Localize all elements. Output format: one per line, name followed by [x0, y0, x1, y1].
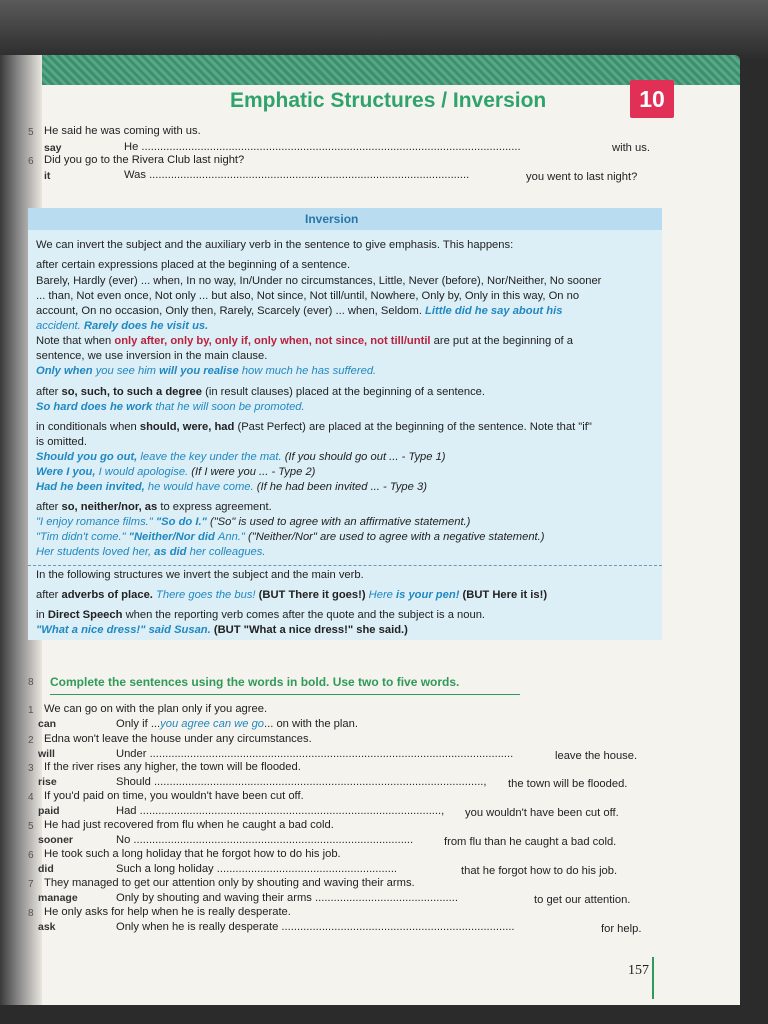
- keyword: manage: [38, 892, 78, 904]
- rule-line: is omitted.: [36, 436, 87, 448]
- keyword: ask: [38, 921, 56, 933]
- rule-line: after so, such, to such a degree (in result clauses) placed at the beginning of a sentence.: [36, 386, 485, 398]
- inversion-intro: We can invert the subject and the auxiliary verb in the sentence to give emphasis. This happens:: [36, 239, 514, 251]
- prompt-end: with us.: [612, 142, 650, 154]
- prompt-end: that he forgot how to do his job.: [461, 865, 618, 877]
- item-number: 2: [28, 735, 34, 746]
- page-title: Emphatic Structures / Inversion: [230, 89, 547, 112]
- item-number: 6: [28, 850, 34, 861]
- answer-line[interactable]: Only when he is really desperate ...........................................................................: [116, 921, 515, 933]
- sentence-text: He said he was coming with us.: [44, 125, 201, 137]
- sentence-text: Edna won't leave the house under any circumstances.: [44, 733, 312, 745]
- rule-line: account, On no occasion, Only then, Rarely, Scarcely (ever) ... when, Seldom. Little did he say about his: [36, 305, 563, 317]
- answer-line[interactable]: Should ..........................................................................................................,: [116, 776, 487, 788]
- page-number-bar: [652, 957, 654, 999]
- page-number: 157: [628, 963, 649, 978]
- item-number: 5: [28, 127, 34, 138]
- prompt-end: you wouldn't have been cut off.: [465, 807, 619, 819]
- example-line: Her students loved her, as did her colleagues.: [36, 546, 266, 558]
- item-number: 8: [28, 908, 34, 919]
- keyword: paid: [38, 805, 60, 817]
- example-line: Had he been invited, he would have come. (If he had been invited ... - Type 3): [36, 481, 427, 493]
- rule-line: accident. Rarely does he visit us.: [36, 320, 209, 332]
- prompt-text: Was .......................................................................................................: [124, 169, 470, 181]
- item-number: 6: [28, 156, 34, 167]
- example-line: "Tim didn't come." "Neither/Nor did Ann." ("Neither/Nor" are used to agree with a negative statement.): [36, 531, 545, 543]
- sentence-text: He only asks for help when he is really desperate.: [44, 906, 291, 918]
- item-number: 3: [28, 763, 34, 774]
- decorative-banner: [0, 55, 740, 85]
- prompt-text: He ..........................................................................................................................: [124, 141, 521, 153]
- exercise-instructions: Complete the sentences using the words in bold. Use two to five words.: [50, 675, 460, 689]
- exercise-underline: [50, 694, 520, 695]
- keyword: it: [44, 170, 51, 182]
- answer-line[interactable]: No ..........................................................................................: [116, 834, 414, 846]
- answer-line[interactable]: Such a long holiday ..........................................................: [116, 863, 398, 875]
- textbook-page: [0, 55, 740, 1005]
- rule-line: after so, neither/nor, as to express agreement.: [36, 501, 272, 513]
- item-number: 5: [28, 821, 34, 832]
- keyword: will: [38, 748, 55, 760]
- item-number: 7: [28, 879, 34, 890]
- sentence-text: They managed to get our attention only by shouting and waving their arms.: [44, 877, 415, 889]
- sentence-text: If the river rises any higher, the town will be flooded.: [44, 761, 301, 773]
- sentence-text: Did you go to the Rivera Club last night?: [44, 154, 245, 166]
- dashed-divider: [28, 565, 662, 566]
- example-line: "What a nice dress!" said Susan. (BUT "What a nice dress!" she said.): [36, 624, 408, 636]
- rule-line: Note that when only after, only by, only if, only when, not since, not till/until are put at the beginning of a: [36, 335, 573, 347]
- rule-line: after adverbs of place. There goes the bus! (BUT There it goes!) Here is your pen! (BUT Here it is!): [36, 589, 548, 601]
- keyword: sooner: [38, 834, 74, 846]
- rule-line: in conditionals when should, were, had (Past Perfect) are placed at the beginning of the sentence. Note that "if": [36, 421, 592, 433]
- sentence-text: We can go on with the plan only if you agree.: [44, 703, 268, 715]
- answer-line[interactable]: Only if ...you agree can we go... on with the plan.: [116, 718, 358, 730]
- answer-line[interactable]: Only by shouting and waving their arms ..............................................: [116, 892, 458, 904]
- exercise-number: 8: [28, 677, 34, 688]
- example-line: Only when you see him will you realise how much he has suffered.: [36, 365, 377, 377]
- unit-number-badge: 10: [630, 80, 674, 118]
- answer-line[interactable]: Under .....................................................................................................................: [116, 748, 514, 760]
- keyword: say: [44, 142, 62, 154]
- example-line: Should you go out, leave the key under the mat. (If you should go out ... - Type 1): [36, 451, 446, 463]
- rule-line: In the following structures we invert the subject and the main verb.: [36, 569, 364, 581]
- prompt-end: from flu than he caught a bad cold.: [444, 836, 617, 848]
- sentence-text: He took such a long holiday that he forgot how to do his job.: [44, 848, 341, 860]
- example-line: Were I you, I would apologise. (If I were you ... - Type 2): [36, 466, 316, 478]
- keyword: rise: [38, 776, 57, 788]
- item-number: 1: [28, 705, 34, 716]
- sentence-text: He had just recovered from flu when he caught a bad cold.: [44, 819, 334, 831]
- rule-line: after certain expressions placed at the beginning of a sentence.: [36, 259, 351, 271]
- example-line: "I enjoy romance films." "So do I." ("So" is used to agree with an affirmative statement.): [36, 516, 471, 528]
- answer-line[interactable]: Had .................................................................................................,: [116, 805, 445, 817]
- rule-line: sentence, we use inversion in the main clause.: [36, 350, 268, 362]
- prompt-end: the town will be flooded.: [508, 778, 628, 790]
- example-line: So hard does he work that he will soon be promoted.: [36, 401, 305, 413]
- keyword: can: [38, 718, 57, 730]
- background: [0, 0, 768, 60]
- prompt-end: you went to last night?: [526, 171, 638, 183]
- rule-line: ... than, Not even once, Not only ... but also, Not since, Not till/until, Nowhere, Only by, Only in this way, On no: [36, 290, 580, 302]
- rule-line: Barely, Hardly (ever) ... when, In no way, In/Under no circumstances, Little, Never (before), Nor/Neither, No sooner: [36, 275, 602, 287]
- keyword: did: [38, 863, 54, 875]
- sentence-text: If you'd paid on time, you wouldn't have been cut off.: [44, 790, 304, 802]
- rule-line: in Direct Speech when the reporting verb comes after the quote and the subject is a noun.: [36, 609, 486, 621]
- prompt-end: to get our attention.: [534, 894, 631, 906]
- item-number: 4: [28, 792, 34, 803]
- prompt-end: for help.: [601, 923, 642, 935]
- prompt-end: leave the house.: [555, 750, 638, 762]
- inversion-title: Inversion: [305, 212, 359, 226]
